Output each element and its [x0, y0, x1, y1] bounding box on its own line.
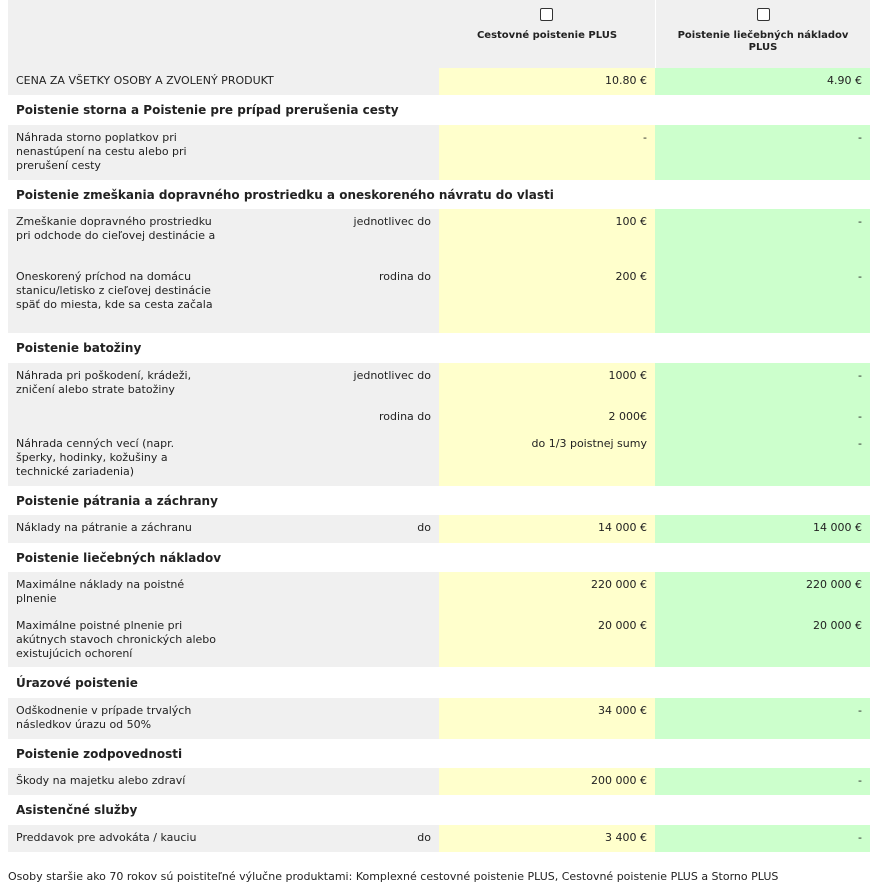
medical-plus-label: Poistenie liečebných nákladov PLUS [677, 30, 849, 53]
row-value-product-plus: - [439, 125, 655, 180]
row-qualifier: jednotlivec do [224, 363, 439, 404]
select-medical-plus-checkbox[interactable] [757, 8, 770, 21]
row-label: Náhrada storno poplatkov pri nenastúpení na cestu alebo pri prerušení cesty [8, 125, 224, 180]
row-value-medical-plus: - [655, 363, 870, 404]
row-label: Škody na majetku alebo zdraví [8, 768, 224, 795]
footer-note: Osoby staršie ako 70 rokov sú poistiteľné výlučne produktami: Komplexné cestovné poistenie PLUS, Cestovné poistenie PLUS a Storno PLUS [8, 870, 779, 883]
row-label: Odškodnenie v prípade trvalých následkov úrazu od 50% [8, 698, 224, 739]
section-urazove [0, 667, 876, 698]
header-row [0, 0, 876, 68]
row-value-medical-plus: - [655, 404, 870, 431]
table-row [0, 209, 876, 265]
section-title: Poistenie pátrania a záchrany [16, 493, 218, 508]
section-title: Poistenie zmeškania dopravného prostriedku a oneskoreného návratu do vlasti [16, 187, 554, 202]
row-label: Oneskorený príchod na domácu stanicu/letisko z cieľovej destinácie späť do miesta, kde sa cesta začala [8, 264, 224, 333]
row-value-medical-plus: - [655, 825, 870, 852]
row-value-product-plus: 200 € [439, 264, 655, 333]
row-value-product-plus: do 1/3 poistnej sumy [439, 431, 655, 486]
row-qualifier: do [224, 825, 439, 852]
select-product-plus-checkbox[interactable] [540, 8, 553, 21]
row-value-product-plus: 14 000 € [439, 515, 655, 543]
row-label: Preddavok pre advokáta / kauciu [8, 825, 224, 852]
row-value-medical-plus: - [655, 431, 870, 486]
header-medical-plus [655, 0, 870, 68]
section-title: Poistenie storna a Poistenie pre prípad prerušenia cesty [16, 103, 399, 117]
table-row [0, 431, 876, 487]
row-qualifier [224, 431, 439, 486]
row-label: Maximálne poistné plnenie pri akútnych stavoch chronických alebo existujúcich ochorení [8, 613, 224, 667]
section-title: Poistenie batožiny [16, 341, 142, 355]
row-value-medical-plus: 220 000 € [655, 572, 870, 613]
table-row [0, 698, 876, 740]
row-qualifier: rodina do [224, 264, 439, 333]
row-value-medical-plus: - [655, 264, 870, 333]
row-value-product-plus: 3 400 € [439, 825, 655, 852]
product-plus-label: Cestovné poistenie PLUS [476, 30, 618, 41]
row-value-medical-plus: - [655, 768, 870, 795]
table-row [0, 404, 876, 432]
table-row [0, 768, 876, 796]
section-liecebne [0, 543, 876, 572]
row-qualifier [224, 613, 439, 667]
row-value-product-plus: 2 000€ [439, 404, 655, 431]
row-value-product-plus: 200 000 € [439, 768, 655, 795]
row-value-product-plus: 100 € [439, 209, 655, 264]
row-value-medical-plus: - [655, 125, 870, 180]
header-empty-cell [8, 0, 439, 68]
table-row [0, 125, 876, 181]
row-qualifier: do [224, 515, 439, 543]
section-zodpovednost [0, 739, 876, 768]
row-label: Zmeškanie dopravného prostriedku pri odchode do cieľovej destinácie a [8, 209, 224, 264]
row-label: Náhrada pri poškodení, krádeži, zničení alebo strate batožiny [8, 363, 224, 404]
row-qualifier: rodina do [224, 404, 439, 431]
row-label: Maximálne náklady na poistné plnenie [8, 572, 224, 613]
row-qualifier: jednotlivec do [224, 209, 439, 264]
row-value-product-plus: 20 000 € [439, 613, 655, 667]
section-batozina [0, 333, 876, 363]
row-qualifier [224, 125, 439, 180]
header-product-plus [439, 0, 655, 68]
row-qualifier [224, 572, 439, 613]
row-value-medical-plus: 20 000 € [655, 613, 870, 667]
table-row [0, 515, 876, 544]
row-value-product-plus: 220 000 € [439, 572, 655, 613]
row-value-product-plus: 34 000 € [439, 698, 655, 739]
price-product-plus: 10.80 € [439, 68, 655, 95]
section-title: Úrazové poistenie [16, 675, 138, 690]
row-label: Náhrada cenných vecí (napr. šperky, hodinky, kožušiny a technické zariadenia) [8, 431, 224, 486]
section-zmeskanie [0, 180, 876, 209]
price-row [0, 68, 876, 95]
section-storno [0, 95, 876, 125]
row-value-medical-plus: 14 000 € [655, 515, 870, 543]
table-row [0, 825, 876, 852]
table-row [0, 572, 876, 614]
section-patranie [0, 486, 876, 515]
price-medical-plus: 4.90 € [655, 68, 870, 95]
section-title: Asistenčné služby [16, 803, 138, 817]
table-row [0, 264, 876, 334]
section-asistencne [0, 795, 876, 825]
row-label [8, 404, 224, 431]
section-title: Poistenie zodpovednosti [16, 746, 183, 761]
row-value-medical-plus: - [655, 698, 870, 739]
table-row [0, 613, 876, 668]
row-qualifier [224, 768, 439, 795]
price-label: CENA ZA VŠETKY OSOBY A ZVOLENÝ PRODUKT [8, 68, 439, 95]
section-title: Poistenie liečebných nákladov [16, 550, 222, 565]
table-row [0, 363, 876, 405]
row-label: Náklady na pátranie a záchranu [8, 515, 224, 543]
row-qualifier [224, 698, 439, 739]
row-value-medical-plus: - [655, 209, 870, 264]
row-value-product-plus: 1000 € [439, 363, 655, 404]
